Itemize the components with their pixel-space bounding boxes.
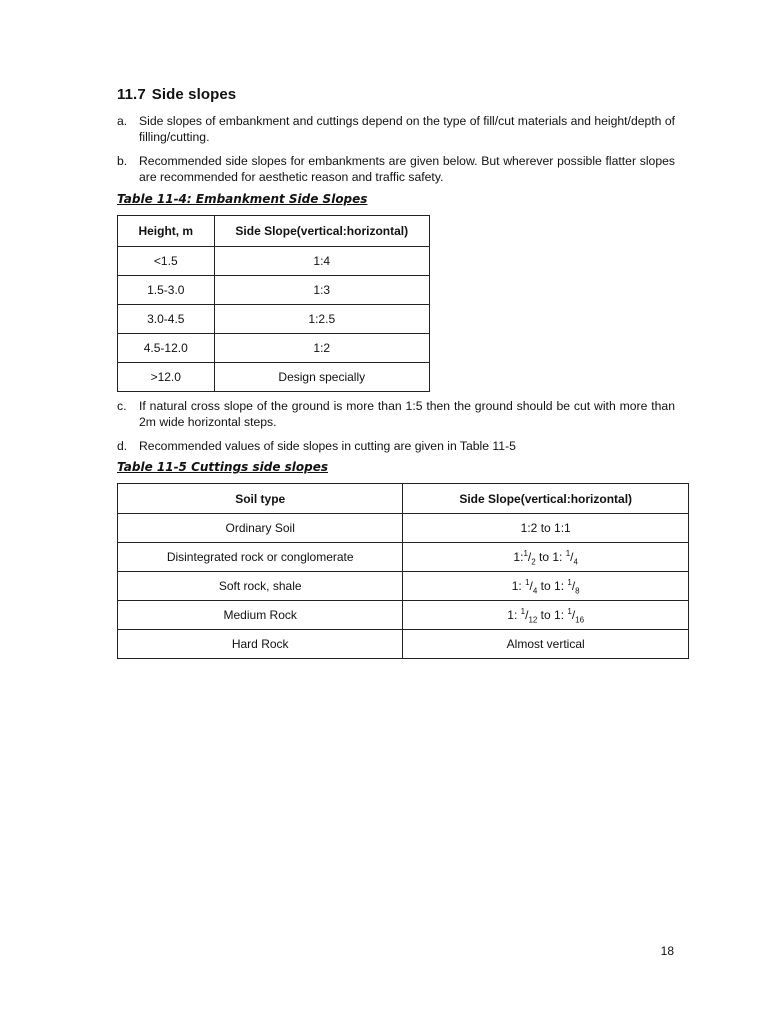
slope-separator: to 1: (537, 579, 568, 593)
table-row (118, 601, 689, 630)
cell-side-slope: $1:^1/_2$ to 1: $^1/_4$ (403, 543, 689, 572)
fraction-denominator: 12 (528, 615, 538, 625)
cell-side-slope: 1:2.5 (214, 305, 429, 334)
slope-prefix: 1: (511, 579, 526, 593)
fraction-numerator: 1 (523, 549, 528, 558)
slope-prefix: 1: (507, 608, 521, 622)
cell-side-slope: Design specially (214, 363, 429, 392)
cell-height: 4.5-12.0 (118, 334, 215, 363)
cell-height: 1.5-3.0 (118, 276, 215, 305)
table-row (118, 630, 689, 659)
table-row (118, 305, 430, 334)
cell-soil-type: Hard Rock (118, 630, 403, 659)
cell-side-slope: 1: $^1/_{12}$ to 1: $^1/_{16}$ (403, 601, 689, 630)
cell-height: <1.5 (118, 247, 215, 276)
fraction-numerator: 1 (525, 578, 530, 587)
column-header-side-slope: Side Slope(vertical:horizontal) (214, 216, 429, 247)
column-header-side-slope: Side Slope(vertical:horizontal) (403, 484, 689, 514)
list-marker: d. (117, 439, 128, 453)
slope-separator: to 1: (535, 550, 566, 564)
table-row (118, 276, 430, 305)
paragraph-a (117, 113, 675, 145)
paragraph-text: Recommended values of side slopes in cutting are given in Table 11-5 (139, 439, 516, 453)
table-row (118, 247, 430, 276)
table-row (118, 363, 430, 392)
fraction-denominator: 2 (531, 557, 536, 567)
page-number: 18 (660, 944, 674, 958)
cell-side-slope: 1:3 (214, 276, 429, 305)
embankment-side-slopes-table (117, 215, 430, 392)
fraction-numerator: 1 (520, 607, 526, 616)
list-marker: b. (117, 154, 128, 168)
paragraph-text: If natural cross slope of the ground is more than 1:5 then the ground should be cut with more than 2m wide horizontal steps. (139, 399, 675, 429)
cell-height: 3.0-4.5 (118, 305, 215, 334)
column-header-height: Height, m (118, 216, 215, 247)
cell-soil-type: Ordinary Soil (118, 514, 403, 543)
table-row (118, 543, 689, 572)
section-number: 11.7 (117, 86, 146, 103)
paragraph-c (117, 398, 675, 430)
table-row (118, 514, 689, 543)
fraction-denominator: 4 (532, 586, 538, 596)
paragraph-text: Side slopes of embankment and cuttings depend on the type of fill/cut materials and height/depth of filling/cutting. (139, 114, 675, 144)
section-title: Side slopes (151, 86, 237, 103)
table-row (118, 334, 430, 363)
cell-soil-type: Medium Rock (118, 601, 403, 630)
paragraph-b (117, 153, 675, 185)
list-marker: c. (117, 399, 127, 413)
fraction-numerator: 1 (567, 607, 572, 616)
fraction-numerator: 1 (567, 578, 572, 587)
cell-side-slope: 1:4 (214, 247, 429, 276)
column-header-soil-type: Soil type (118, 484, 403, 514)
section-heading (117, 86, 236, 103)
cell-side-slope: 1:2 (214, 334, 429, 363)
fraction-denominator: 16 (575, 615, 585, 625)
slope-separator: to 1: (537, 608, 568, 622)
cell-soil-type: Soft rock, shale (118, 572, 403, 601)
paragraph-text: Recommended side slopes for embankments are given below. But wherever possible flatter slopes are recommended for aesthetic reason and traffic safety. (139, 154, 675, 184)
cell-height: >12.0 (118, 363, 215, 392)
table-header-row (118, 484, 689, 514)
table-row (118, 572, 689, 601)
table-caption-embankment: Table 11-4: Embankment Side Slopes (117, 192, 368, 206)
table-header-row (118, 216, 430, 247)
fraction-denominator: 8 (575, 586, 580, 596)
fraction-numerator: 1 (565, 549, 571, 558)
cell-soil-type: Disintegrated rock or conglomerate (118, 543, 403, 572)
slope-prefix: 1: (513, 550, 524, 564)
cell-side-slope: 1: $^1/_4$ to 1: $^1/_8$ (403, 572, 689, 601)
list-marker: a. (117, 114, 128, 128)
cell-side-slope: Almost vertical (403, 630, 689, 659)
cell-side-slope: 1:2 to 1:1 (403, 514, 689, 543)
fraction-denominator: 4 (573, 557, 578, 567)
cuttings-side-slopes-table (117, 483, 689, 659)
paragraph-d (117, 438, 675, 454)
table-caption-cuttings: Table 11-5 Cuttings side slopes (117, 460, 329, 474)
